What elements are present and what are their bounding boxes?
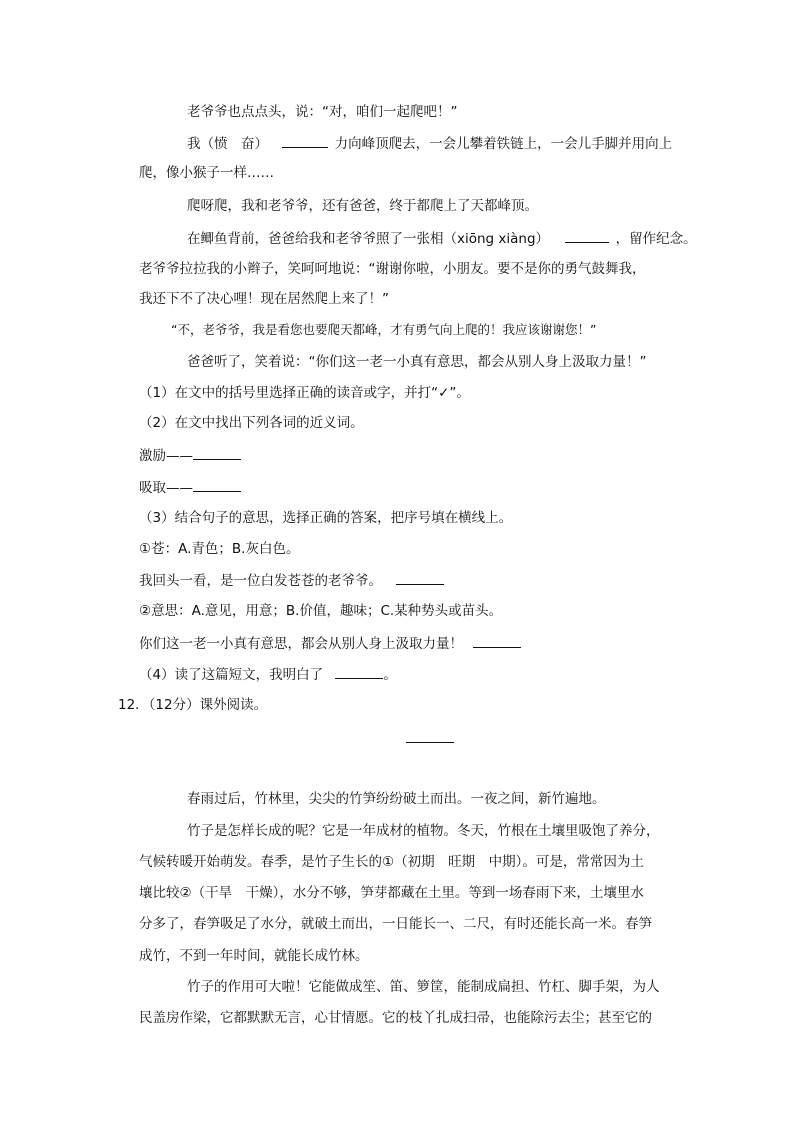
- choice-text: 我（愤 奋）: [187, 136, 268, 152]
- option-list: ①苍：A.青色；B.灰白色。: [139, 541, 300, 557]
- story-text: 在鲫鱼背前，爸爸给我和老爷爷照了一张相（xiōng xiàng）: [187, 231, 550, 247]
- story-text: 力向峰顶爬去，一会儿攀着铁链上，一会儿手脚并用向上: [334, 136, 673, 152]
- question-3: （3）结合句子的意思，选择正确的答案，把序号填在横线上。: [139, 510, 513, 526]
- option-list: ②意思：A.意见，用意；B.价值，趣味；C.某种势头或苗头。: [139, 603, 503, 619]
- passage-line: 成竹，不到一年时间，就能长成竹林。: [139, 948, 369, 964]
- story-line: 老爷爷拉拉我的小辫子，笑呵呵地说：“谢谢你啦，小朋友。要不是你的勇气鼓舞我，: [139, 261, 646, 277]
- question-2: （2）在文中找出下列各词的近义词。: [139, 415, 364, 431]
- passage-line: 春雨过后，竹林里，尖尖的竹笋纷纷破土而出。一夜之间，新竹遍地。: [187, 791, 606, 807]
- story-line: 爸爸听了，笑着说：“你们这一老一小真有意思，都会从别人身上汲取力量！”: [187, 354, 647, 370]
- sentence-text: 你们这一老一小真有意思，都会从别人身上汲取力量！: [139, 636, 463, 652]
- answer-blank[interactable]: [282, 133, 328, 148]
- synonym-word: 吸取——: [139, 480, 193, 496]
- passage-line: 竹子是怎样长成的呢？它是一年成材的植物。冬天，竹根在土壤里吸饱了养分，: [187, 823, 660, 839]
- passage-line: 分多了，春笋吸足了水分，就破土而出，一日能长一、二尺，有时还能长高一米。春笋: [139, 916, 652, 932]
- answer-blank[interactable]: [193, 445, 241, 460]
- question-1: （1）在文中的括号里选择正确的读音或字，并打“✓”。: [139, 385, 470, 401]
- sentence-with-blank: [139, 570, 444, 591]
- story-line: 爬呀爬，我和老爷爷，还有爸爸，终于都爬上了天都峰顶。: [187, 198, 538, 214]
- story-line: 老爷爷也点点头，说：“对，咱们一起爬吧！”: [187, 104, 458, 120]
- title-blank[interactable]: [406, 742, 454, 743]
- problem-12-header: 12．（12分）课外阅读。: [118, 697, 268, 713]
- question-4: [139, 664, 397, 685]
- sentence-text: 我回头一看，是一位白发苍苍的老爷爷。: [139, 573, 382, 589]
- answer-blank[interactable]: [396, 570, 444, 585]
- story-text: ，留作纪念。: [615, 231, 697, 247]
- passage-line: 民盖房作梁，它都默默无言，心甘情愿。它的枝丫扎成扫帚，也能除污去尘；甚至它的: [139, 1010, 652, 1026]
- answer-blank[interactable]: [473, 633, 521, 648]
- synonym-item: [139, 477, 241, 498]
- answer-blank[interactable]: [565, 228, 609, 243]
- question-4-text: （4）读了这篇短文，我明白了: [139, 667, 324, 683]
- story-line: 我还下不了决心哩！现在居然爬上来了！”: [139, 291, 389, 307]
- answer-blank[interactable]: [335, 664, 383, 679]
- question-4-end: 。: [383, 667, 397, 683]
- answer-blank[interactable]: [193, 477, 241, 492]
- story-line-with-blank: [187, 133, 672, 154]
- synonym-item: [139, 445, 241, 466]
- passage-line: 气候转暖开始萌发。春季，是竹子生长的①（初期 旺期 中期）。可是，常常因为土: [139, 854, 644, 870]
- story-line-with-blank: [187, 228, 697, 249]
- synonym-word: 激励——: [139, 448, 193, 464]
- sentence-with-blank: [139, 633, 521, 654]
- passage-line: 竹子的作用可大啦！它能做成笙、笛、箩筐，能制成扁担、竹杠、脚手架，为人: [187, 979, 660, 995]
- passage-line: 壤比较②（干旱 干燥），水分不够，笋芽都藏在土里。等到一场春雨下来，土壤里水: [139, 885, 644, 901]
- story-line: “不，老爷爷，我是看您也要爬天都峰，才有勇气向上爬的！我应该谢谢您！”: [171, 322, 597, 337]
- story-line: 爬，像小猴子一样……: [139, 165, 274, 181]
